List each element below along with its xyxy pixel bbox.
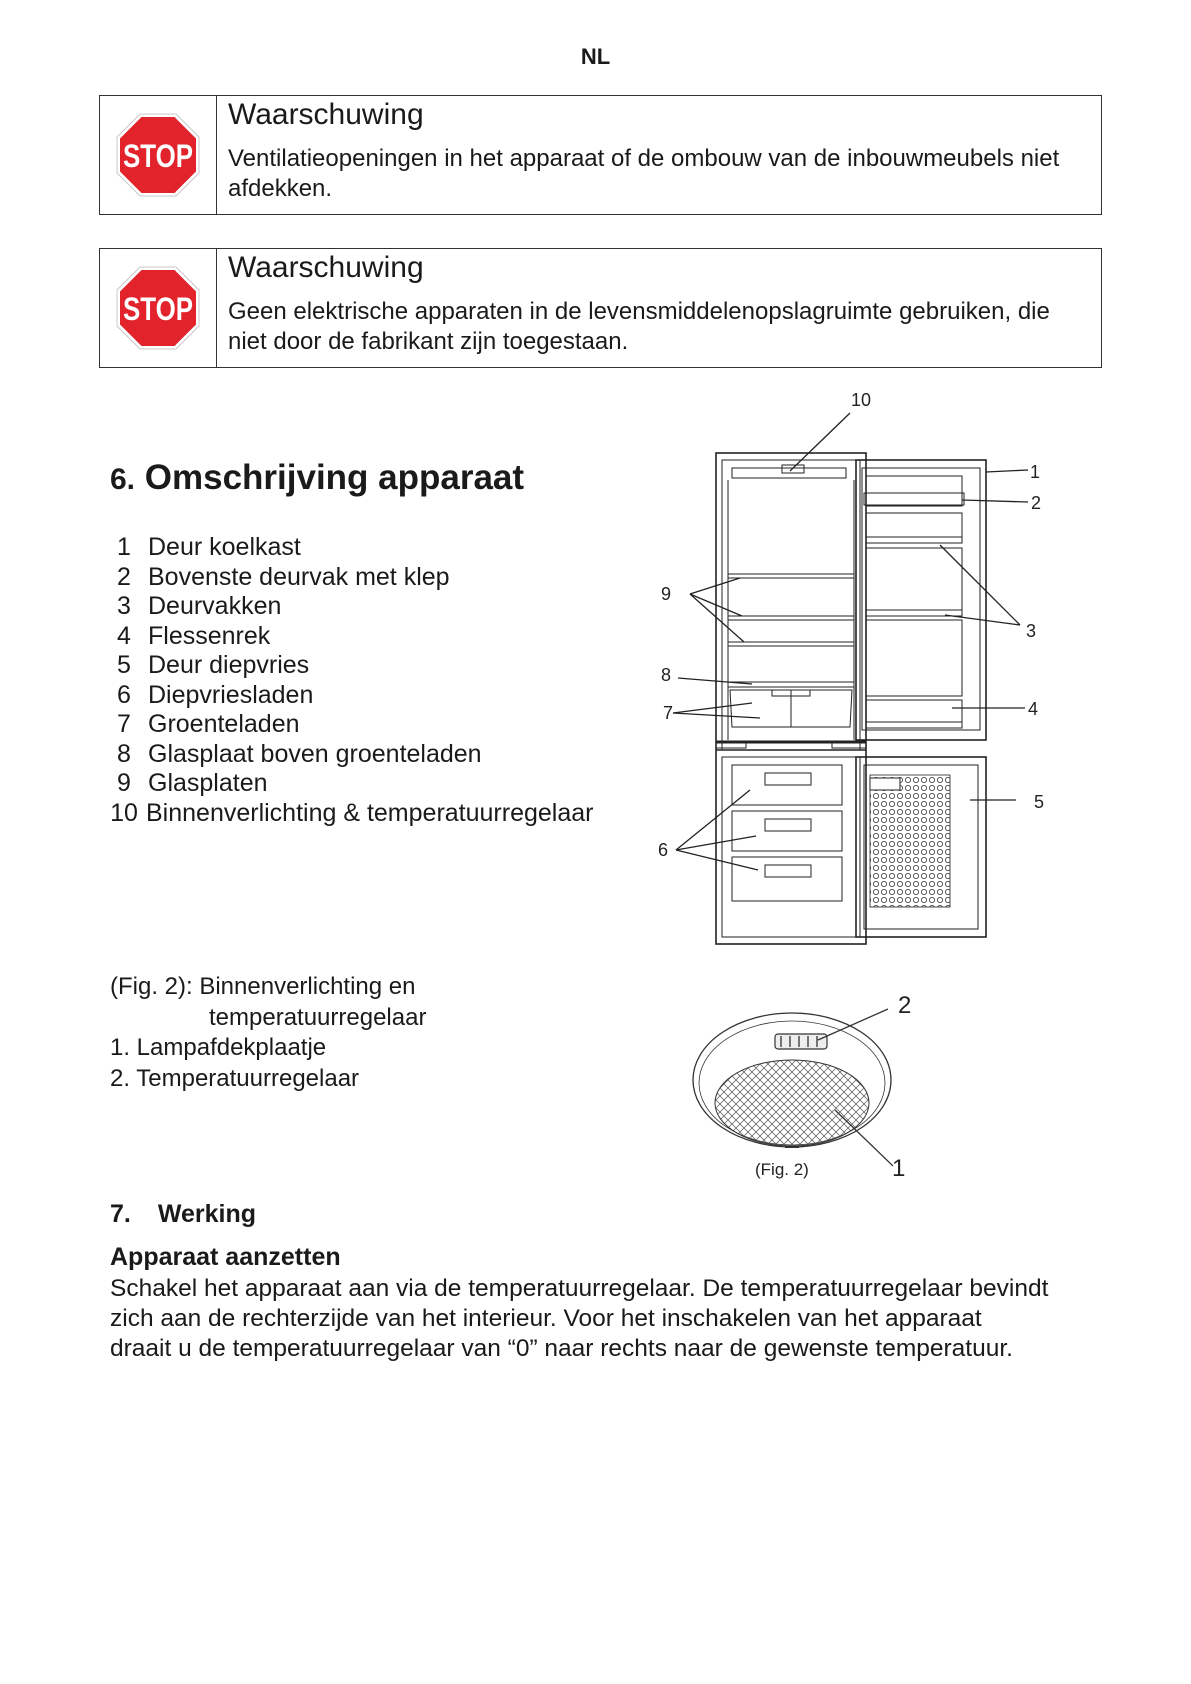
paragraph-line: draait u de temperatuurregelaar van “0” naar rechts naar de gewenste temperatuur. bbox=[110, 1335, 1013, 1362]
warning-icon-cell bbox=[100, 96, 217, 214]
lamp-illustration bbox=[690, 985, 960, 1185]
section-7-heading bbox=[110, 1200, 256, 1229]
freezer-drawer bbox=[732, 857, 842, 901]
callout-2: 2 bbox=[1031, 493, 1042, 513]
stop-sign-text: STOP bbox=[123, 138, 193, 174]
callout-7: 7 bbox=[663, 703, 674, 723]
warning-text: Ventilatieopeningen in het apparaat of de ombouw van de inbouwmeubels niet afdekken. bbox=[228, 145, 1060, 202]
bottle-rack bbox=[866, 700, 962, 722]
warning-box bbox=[99, 248, 1102, 368]
door-bin bbox=[866, 548, 962, 610]
paragraph-line: Schakel het apparaat aan via de temperatuurregelaar. De temperatuurregelaar bevindt bbox=[110, 1275, 1049, 1302]
legend-item: 4 Flessenrek bbox=[117, 621, 271, 650]
warning-icon-cell bbox=[100, 249, 217, 367]
legend-item: 9 Glasplaten bbox=[117, 769, 268, 797]
callout-9: 9 bbox=[661, 584, 672, 604]
legend-item: 8 Glasplaat boven groenteladen bbox=[117, 739, 482, 768]
stop-sign-icon bbox=[115, 112, 201, 198]
legend-item: 1 Deur koelkast bbox=[117, 533, 301, 561]
callout-5: 5 bbox=[1034, 792, 1045, 812]
callout-1: 1 bbox=[1030, 462, 1041, 482]
section-6-heading bbox=[110, 458, 524, 498]
door-bin bbox=[866, 513, 962, 537]
legend-item: 10 Binnenverlichting & temperatuurregelaar bbox=[110, 798, 594, 827]
warning-title: Waarschuwing bbox=[228, 98, 424, 131]
caption-line: (Fig. 2): Binnenverlichting en bbox=[110, 973, 416, 1000]
fridge-diagram bbox=[640, 385, 1060, 955]
language-code: NL bbox=[580, 44, 611, 69]
warning-text: Geen elektrische apparaten in de levensmiddelenopslagruimte gebruiken, die niet door de fabrikant zijn toegestaan. bbox=[228, 298, 1050, 355]
glass-shelf bbox=[728, 642, 854, 646]
callout-6: 6 bbox=[658, 840, 669, 860]
caption-item: 2. Temperatuurregelaar bbox=[110, 1064, 360, 1092]
section-number: 7. bbox=[110, 1200, 131, 1228]
lamp-callout-2: 2 bbox=[898, 992, 912, 1019]
callout-4: 4 bbox=[1028, 699, 1039, 719]
glass-shelf bbox=[728, 616, 854, 620]
parts-legend bbox=[100, 533, 593, 828]
legend-item: 2 Bovenste deurvak met klep bbox=[117, 562, 450, 591]
legend-item: 7 Groenteladen bbox=[117, 710, 300, 738]
section-number: 6. bbox=[110, 463, 136, 496]
stop-sign-icon bbox=[115, 265, 201, 351]
warning-box bbox=[99, 95, 1102, 215]
section-title: Omschrijving apparaat bbox=[144, 458, 525, 497]
glass-shelf bbox=[728, 574, 854, 578]
legend-item: 5 Deur diepvries bbox=[117, 651, 310, 679]
paragraph bbox=[110, 1274, 1110, 1364]
legend-item: 6 Diepvriesladen bbox=[117, 680, 314, 709]
crisper-glass-plate bbox=[728, 682, 854, 687]
callout-3: 3 bbox=[1026, 621, 1037, 641]
figure-2-label: (Fig. 2) bbox=[755, 1160, 809, 1179]
subheading: Apparaat aanzetten bbox=[110, 1243, 341, 1271]
caption-item: 1. Lampafdekplaatje bbox=[110, 1034, 327, 1061]
section-title: Werking bbox=[157, 1200, 257, 1228]
temperature-dial bbox=[775, 1034, 827, 1049]
legend-item: 3 Deurvakken bbox=[117, 592, 282, 620]
lamp-callout-1: 1 bbox=[892, 1155, 906, 1182]
top-door-bin bbox=[864, 493, 964, 505]
stop-sign-text: STOP bbox=[123, 291, 193, 327]
figure-2-caption bbox=[110, 972, 426, 1094]
paragraph-line: zich aan de rechterzijde van het interieur. Voor het inschakelen van het apparaat bbox=[110, 1305, 982, 1332]
callout-8: 8 bbox=[661, 665, 672, 685]
fridge-door bbox=[856, 460, 986, 740]
caption-line: temperatuurregelaar bbox=[209, 1003, 427, 1031]
callout-10: 10 bbox=[851, 390, 872, 410]
warning-title: Waarschuwing bbox=[228, 251, 424, 284]
